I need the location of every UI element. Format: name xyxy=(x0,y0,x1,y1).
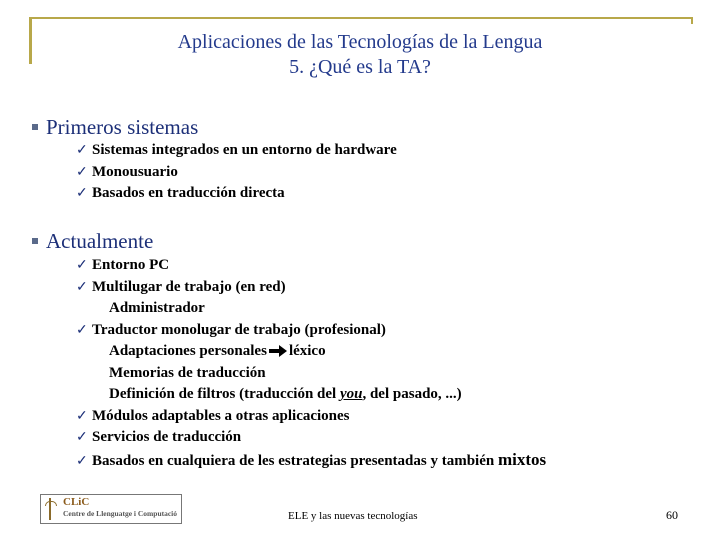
section-heading-label: Primeros sistemas xyxy=(46,115,199,139)
list-item xyxy=(76,277,546,299)
logo-emblem-pole xyxy=(49,498,51,520)
list-item xyxy=(76,162,397,184)
sub-item-text: Definición de filtros (traducción del xyxy=(109,386,340,402)
logo-brand: CLiC xyxy=(63,496,90,508)
sub-item xyxy=(76,298,546,320)
footer-text: ELE y las nuevas tecnologías xyxy=(288,510,418,522)
list-item-text-large: mixtos xyxy=(497,449,547,469)
list-item-text: Servicios de traducción xyxy=(92,429,242,445)
list-item-text: Entorno PC xyxy=(92,257,170,273)
check-icon: ✓ xyxy=(76,408,88,424)
list-item-text: Sistemas integrados en un entorno de hardware xyxy=(92,142,397,158)
check-icon: ✓ xyxy=(76,186,88,201)
section-heading-primeros xyxy=(32,115,198,140)
list-item-text: Multilugar de trabajo (en red) xyxy=(92,278,286,295)
section-heading-label: Actualmente xyxy=(46,229,154,253)
top-rule xyxy=(29,17,693,19)
check-icon: ✓ xyxy=(76,453,88,469)
list-item-text: Monousuario xyxy=(92,163,178,180)
sub-item-text: léxico xyxy=(288,343,326,359)
title-line-1: Aplicaciones de las Tecnologías de la Lengua xyxy=(177,31,543,53)
check-icon: ✓ xyxy=(76,279,88,295)
sub-item xyxy=(76,341,546,363)
list-item xyxy=(76,255,546,277)
right-rule-tick xyxy=(691,17,693,24)
sub-item-text: Adaptaciones personales xyxy=(109,343,267,359)
list-item-text: Traductor monolugar de trabajo (profesional) xyxy=(92,321,386,338)
check-icon: ✓ xyxy=(76,164,88,180)
check-icon: ✓ xyxy=(76,430,88,445)
section-heading-actualmente xyxy=(32,229,153,254)
check-icon: ✓ xyxy=(76,143,88,158)
check-icon: ✓ xyxy=(76,258,88,273)
arrow-right-icon xyxy=(269,345,287,357)
square-bullet-icon xyxy=(32,238,38,244)
list-item xyxy=(76,449,546,471)
square-bullet-icon xyxy=(32,124,38,130)
logo-emblem-icon xyxy=(45,501,57,506)
list-item xyxy=(76,406,546,428)
sub-item-text: Administrador xyxy=(109,300,205,316)
sub-item xyxy=(76,363,546,385)
sub-item-text: Memorias de traducción xyxy=(109,364,266,381)
title-line-2: 5. ¿Qué es la TA? xyxy=(289,56,431,78)
list-item-text: Basados en cualquiera de les estrategias presentadas y también xyxy=(92,452,498,469)
left-rule xyxy=(29,18,32,64)
check-icon: ✓ xyxy=(76,322,88,338)
list-item xyxy=(76,427,546,449)
list-item xyxy=(76,320,546,342)
logo-subtitle: Centre de Llenguatge i Computació xyxy=(63,509,178,518)
slide-title xyxy=(40,30,680,80)
page-number: 60 xyxy=(666,508,678,522)
clic-logo xyxy=(40,494,182,524)
sub-item xyxy=(76,384,546,406)
list-item-text: Módulos adaptables a otras aplicaciones xyxy=(92,407,350,424)
list-item xyxy=(76,140,397,162)
list-item-text: Basados en traducción directa xyxy=(92,185,285,201)
emphasized-word: you xyxy=(339,386,363,402)
list-item xyxy=(76,183,397,205)
sub-item-text: , del pasado, ...) xyxy=(362,386,462,402)
list-primeros xyxy=(76,140,397,205)
list-actualmente xyxy=(76,255,546,470)
